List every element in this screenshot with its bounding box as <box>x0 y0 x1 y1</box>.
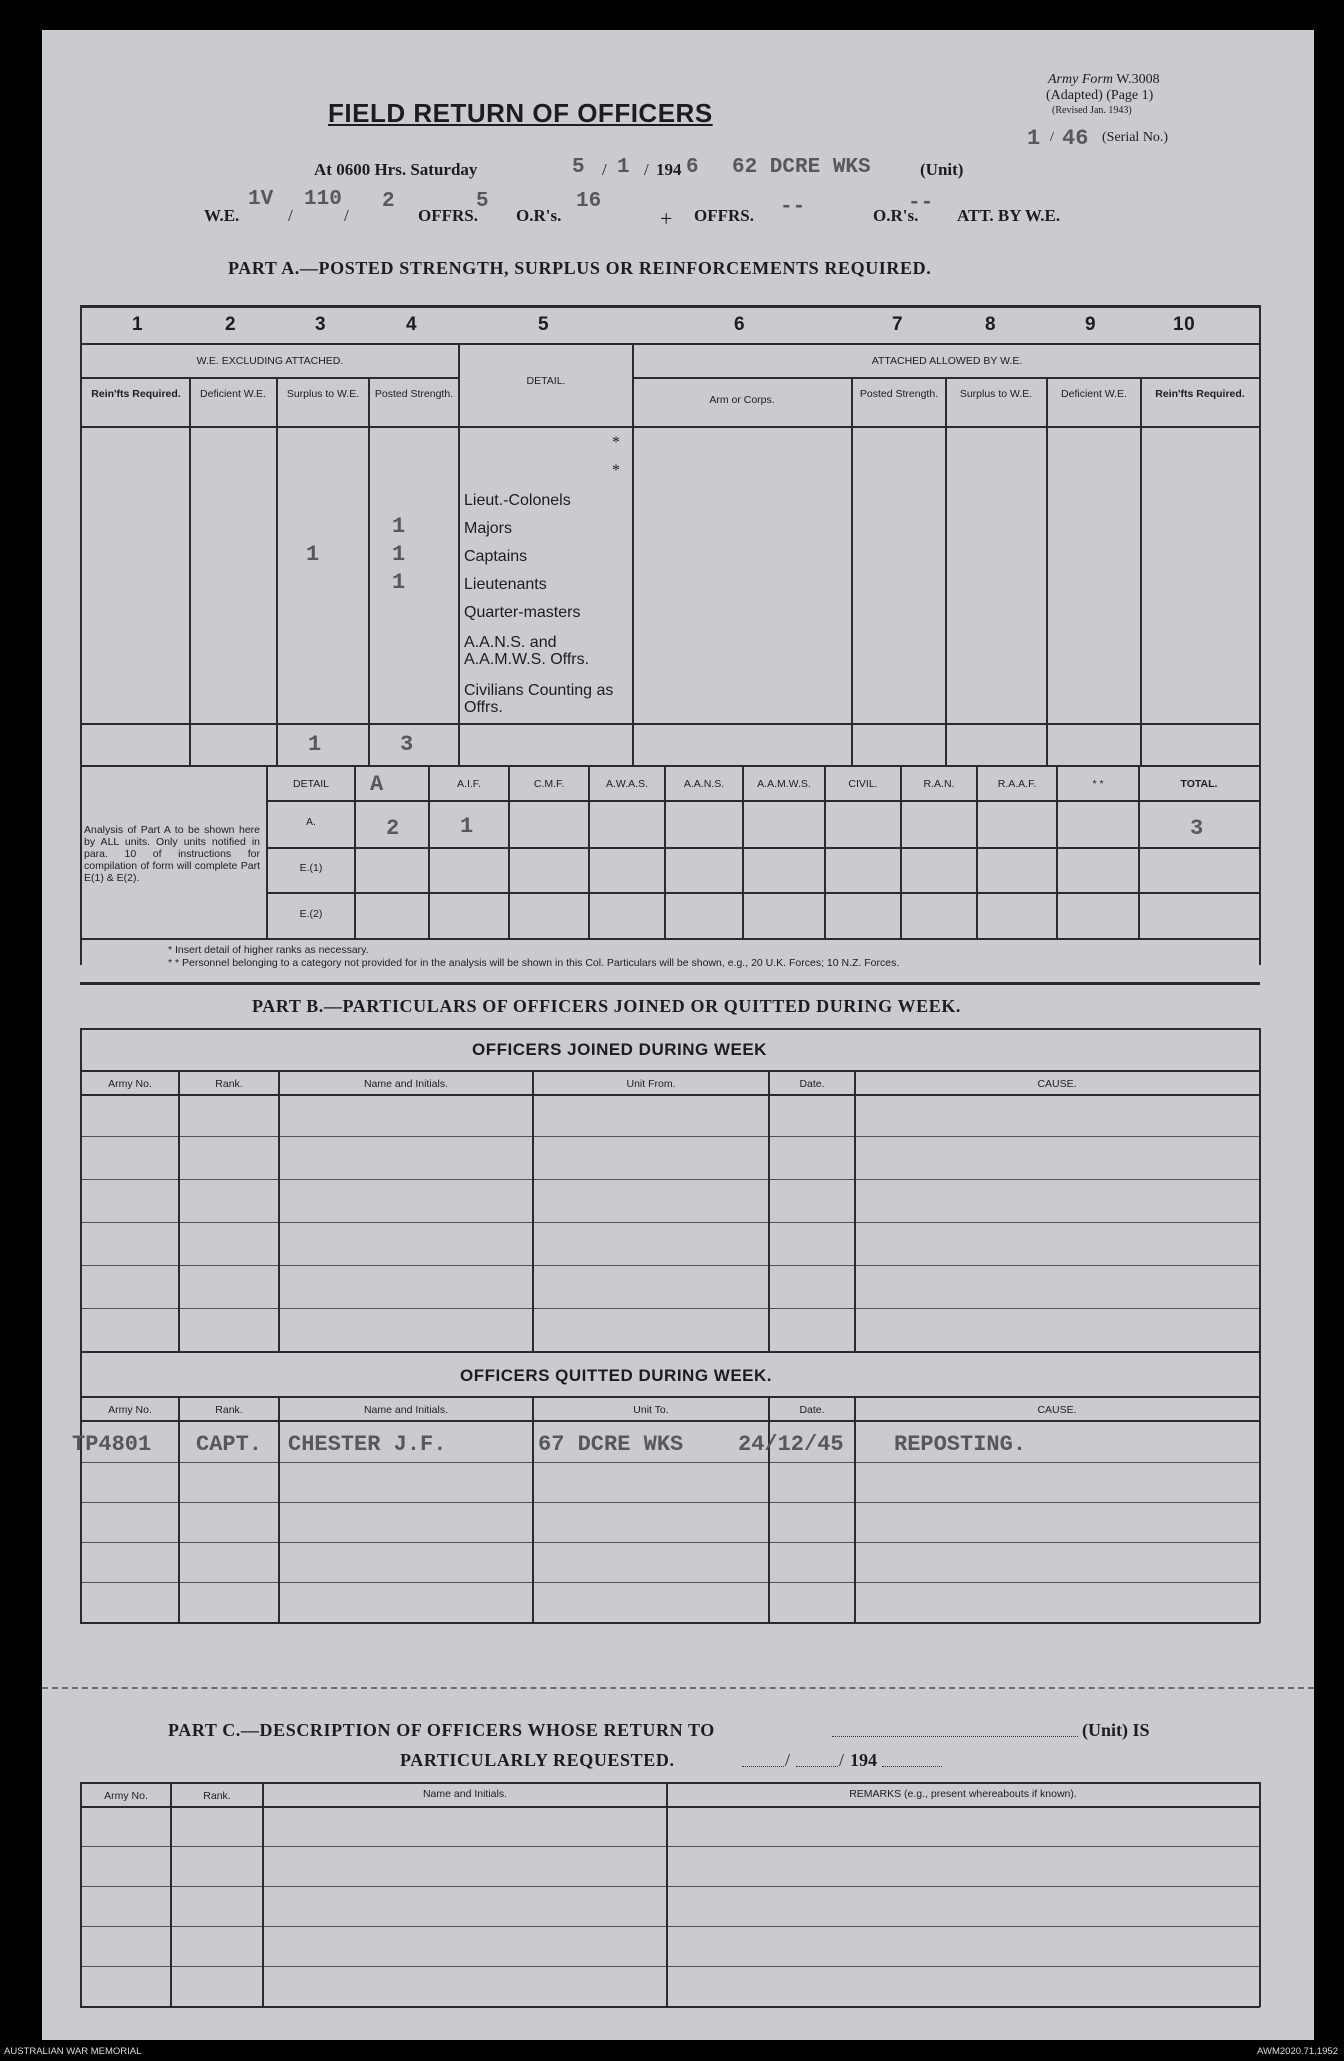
quitted-name: CHESTER J.F. <box>288 1432 447 1457</box>
col-head: Posted Strength. <box>374 388 454 400</box>
quitted-col: Unit To. <box>633 1404 669 1416</box>
rank-lieut-colonels: Lieut.-Colonels <box>464 492 571 509</box>
form-title: FIELD RETURN OF OFFICERS <box>328 98 713 128</box>
form-revised: (Revised Jan. 1943) <box>1052 105 1132 116</box>
posted-captains: 1 <box>392 542 406 567</box>
col-number: 6 <box>734 314 746 335</box>
analysis-row-label: A. <box>306 816 316 828</box>
rank-captains: Captains <box>464 548 528 565</box>
we-label: W.E. <box>204 206 240 225</box>
part-c-unit-is: (Unit) IS <box>1082 1720 1150 1740</box>
rank-quarter-masters: Quarter-masters <box>464 604 581 621</box>
posted-majors: 1 <box>392 514 406 539</box>
att-label: ATT. BY W.E. <box>957 206 1061 225</box>
col-head: Deficient W.E. <box>200 388 266 400</box>
rank-majors: Majors <box>464 520 513 537</box>
analysis-head: * * <box>1092 778 1104 790</box>
analysis-head: C.M.F. <box>533 778 565 790</box>
serial-value: 1 <box>1027 126 1041 151</box>
year-suffix: 6 <box>686 156 699 179</box>
col-head: Arm or Corps. <box>709 394 775 406</box>
col-number: 2 <box>225 314 237 335</box>
year-prefix: 194 <box>656 160 682 179</box>
serial-label: (Serial No.) <box>1102 130 1169 145</box>
part-c-col: Army No. <box>104 1790 148 1802</box>
analysis-head: R.A.N. <box>923 778 955 790</box>
form-number: Army Form W.3008 <box>1048 72 1160 87</box>
we-value-2: 110 <box>304 188 342 211</box>
quitted-title: OFFICERS QUITTED DURING WEEK. <box>460 1366 772 1385</box>
col-number: 5 <box>538 314 550 335</box>
serial-year: 46 <box>1062 126 1089 151</box>
part-c-heading-1: PART C.—DESCRIPTION OF OFFICERS WHOSE RETURN TO <box>168 1720 715 1740</box>
quitted-col: CAUSE. <box>1037 1404 1077 1416</box>
detail-header: DETAIL. <box>526 375 566 387</box>
part-c-col: Rank. <box>203 1790 231 1802</box>
col-head: Rein'fts Required. <box>1155 388 1245 400</box>
analysis-head: A.W.A.S. <box>605 778 648 790</box>
form-adapted: (Adapted) (Page 1) <box>1046 88 1154 103</box>
rank-aans: A.A.N.S. and A.A.M.W.S. Offrs. <box>464 634 590 668</box>
part-c-col: Name and Initials. <box>422 1788 508 1800</box>
part-a-heading: PART A.—POSTED STRENGTH, SURPLUS OR REINFORCEMENTS REQUIRED. <box>228 258 932 278</box>
ors-value: 16 <box>576 190 602 213</box>
serial-slash: / <box>1050 130 1054 145</box>
offrs2-value: -- <box>780 196 806 219</box>
part-c-year: 194 <box>850 1750 877 1770</box>
footnote-2: * * Personnel belonging to a category not provided for in the analysis will be shown in this Col. Particulars will be shown, e.g., 20 U.K. Forces; 10 N.Z. Forces. <box>168 957 900 969</box>
offrs-label: OFFRS. <box>418 206 478 225</box>
quitted-army-no: TP4801 <box>72 1432 152 1457</box>
col-number: 4 <box>406 314 418 335</box>
analysis-head: A.I.F. <box>457 778 481 790</box>
date-month: 1 <box>617 156 630 179</box>
part-c-col: REMARKS (e.g., present whereabouts if known). <box>849 1788 1077 1800</box>
ors-label: O.R's. <box>516 206 562 225</box>
col-head: Deficient W.E. <box>1061 388 1127 400</box>
col-number: 7 <box>892 314 904 335</box>
analysis-a-value: 2 <box>386 816 400 841</box>
analysis-row-label: E.(2) <box>299 908 323 920</box>
at-time-label: At 0600 Hrs. Saturday <box>314 160 478 179</box>
ors2-value: -- <box>908 192 934 215</box>
plus-sign: + <box>660 206 673 231</box>
total-posted: 3 <box>400 732 414 757</box>
col-number: 8 <box>985 314 997 335</box>
col-head: Surplus to W.E. <box>286 388 360 400</box>
part-b-heading: PART B.—PARTICULARS OF OFFICERS JOINED OR QUITTED DURING WEEK. <box>252 996 962 1016</box>
form-page: Army Form W.3008 (Adapted) (Page 1) (Revised Jan. 1943) 1 / 46 (Serial No.) FIELD RETURN OF OFFICERS At 0600 Hrs. Saturday 5 / 1 / 194 6 62 DCRE WKS (Unit) W.E. 1V / 110 / 2 OFFRS. 5 O.R's. 16 + OFFRS. -- O.R's. -- ATT. BY W.E. PART A.—POSTED STRENGTH, SURPLUS OR REINFORCEMENTS REQUIRED. 1 2 3 4 5 6 7 8 9 10 W.E. EXCLUDING ATTACHED. ATTACHED ALLOWED BY W.E. DETAIL. Rein'fts Required. Deficient W.E. Surplus to W.E. Posted Strength. Arm or Corps. Posted Strength. Surplus to W.E. Deficient W.E. Rein'fts Required. * * Lieut.-Colonels Majors Captains Lieutenants Quarter-masters A.A.N.S. and A.A.M.W.S. Offrs. Civilians Counting as Offrs. 1 1 1 1 1 3 Analysis of Part A to be shown here by ALL units. Only units notified in para. 10 of instructions for compilation of form will complete Part E(1) & E(2). DETAIL A A.I.F. C.M.F. A.W.A.S. A.A.N.S. A.A.M.W.S. CIVIL. R.A.N. R.A.A.F. * * TOTAL. A. E.(1) E.(2) 2 1 3 * Insert detail of higher ranks as necessary. * * Personnel belonging to a category not provided for in the analysis will be shown in this Col. Particulars will be shown, e.g., 20 U.K. Forces; 10 N.Z. Forces. PART B.—PARTICULARS OF OFFICERS JOINED OR QUITTED DURING WEEK. OFFICERS JOINED DURING WEEK Army No. Rank. Name and Initials. Unit From. Date. CAUSE. OFFICERS QUITTED DURING WEEK. Army No. Rank. Name and Initials. Unit To. Date. CAUSE. TP4801 CAPT. CHESTER J.F. 67 DCRE WKS 24/12/45 REPOSTING. PART C.—DESCRIPTION OF OFFICERS WHOSE RETURN TO (Unit) IS PARTICULARLY REQUESTED. / / 194 Army No. Rank. Name and Initials. REMARKS (e.g., present whereabouts if known). <box>42 30 1314 2040</box>
surplus-captains: 1 <box>306 542 320 567</box>
perforation-line <box>42 1687 1314 1689</box>
offrs-value: 5 <box>476 190 489 213</box>
col-head: Posted Strength. <box>859 388 939 400</box>
analysis-head: A.A.N.S. <box>683 778 725 790</box>
part-c-unit-blank <box>832 1736 1078 1737</box>
star: * <box>612 462 620 479</box>
quitted-rank: CAPT. <box>196 1432 263 1457</box>
we-value-1: 1V <box>248 188 274 211</box>
attached-allowed: ATTACHED ALLOWED BY W.E. <box>871 355 1023 367</box>
unit-label: (Unit) <box>920 160 964 179</box>
quitted-unit: 67 DCRE WKS <box>538 1432 684 1457</box>
analysis-head: A.A.M.W.S. <box>757 778 811 790</box>
analysis-head: DETAIL <box>293 778 329 790</box>
joined-col: Army No. <box>108 1078 152 1090</box>
analysis-total-value: 3 <box>1190 816 1204 841</box>
quitted-cause: REPOSTING. <box>894 1432 1027 1457</box>
quitted-col: Rank. <box>215 1404 243 1416</box>
footer-left: AUSTRALIAN WAR MEMORIAL <box>4 2046 142 2057</box>
quitted-col: Date. <box>799 1404 825 1416</box>
analysis-head: R.A.A.F. <box>997 778 1037 790</box>
col-number: 9 <box>1085 314 1097 335</box>
we-excluding-attached: W.E. EXCLUDING ATTACHED. <box>196 355 344 367</box>
offrs2-label: OFFRS. <box>694 206 754 225</box>
unit-value: 62 DCRE WKS <box>732 156 871 179</box>
ors2-label: O.R's. <box>873 206 919 225</box>
posted-lieutenants: 1 <box>392 570 406 595</box>
quitted-col: Army No. <box>108 1404 152 1416</box>
col-number: 3 <box>315 314 327 335</box>
col-number: 1 <box>132 314 144 335</box>
col-head: Surplus to W.E. <box>959 388 1033 400</box>
analysis-head: A <box>370 772 384 797</box>
analysis-aif-value: 1 <box>460 814 474 839</box>
footnote-1: * Insert detail of higher ranks as necessary. <box>168 944 369 956</box>
analysis-note: Analysis of Part A to be shown here by ALL units. Only units notified in para. 10 of instructions for compilation of form will complete Part E(1) & E(2). <box>84 824 260 884</box>
star: * <box>612 434 620 451</box>
joined-col: Rank. <box>215 1078 243 1090</box>
quitted-date: 24/12/45 <box>738 1432 844 1457</box>
rank-civilians: Civilians Counting as Offrs. <box>464 682 614 716</box>
footer-right: AWM2020.71.1952 <box>1257 2046 1338 2057</box>
analysis-head: TOTAL. <box>1180 778 1218 790</box>
col-head: Rein'fts Required. <box>91 388 181 400</box>
col-number: 10 <box>1173 314 1196 335</box>
analysis-row-label: E.(1) <box>299 862 323 874</box>
quitted-col: Name and Initials. <box>363 1404 449 1416</box>
rank-lieutenants: Lieutenants <box>464 576 547 593</box>
total-surplus: 1 <box>308 732 322 757</box>
joined-col: Date. <box>799 1078 825 1090</box>
part-c-heading-2: PARTICULARLY REQUESTED. <box>400 1750 675 1770</box>
joined-title: OFFICERS JOINED DURING WEEK <box>472 1040 767 1059</box>
date-day: 5 <box>572 156 585 179</box>
joined-col: Unit From. <box>626 1078 676 1090</box>
joined-col: Name and Initials. <box>363 1078 449 1090</box>
we-value-3: 2 <box>382 190 395 213</box>
analysis-head: CIVIL. <box>848 778 878 790</box>
joined-col: CAUSE. <box>1037 1078 1077 1090</box>
